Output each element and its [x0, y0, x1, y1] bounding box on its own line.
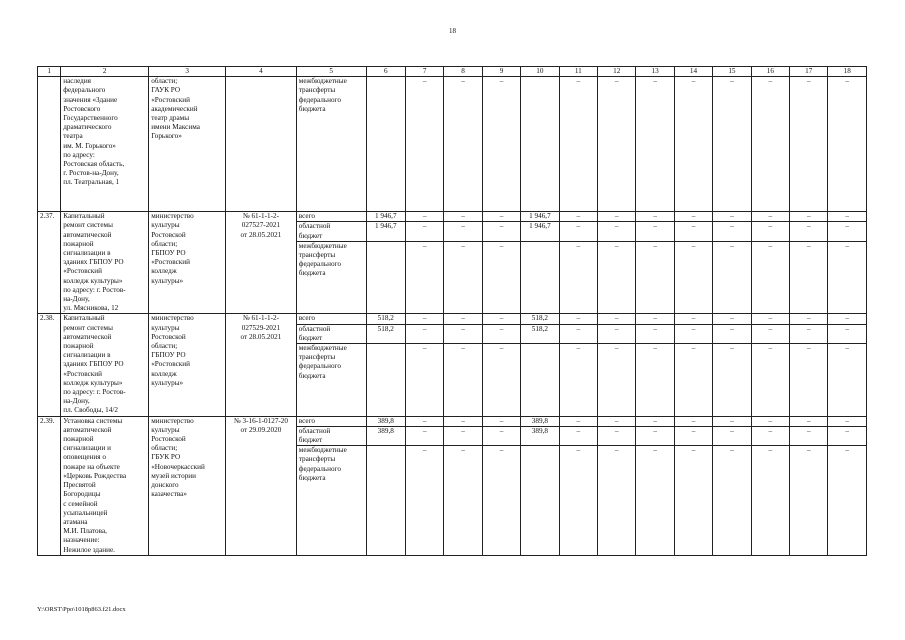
dash-cell: – — [751, 241, 789, 314]
dash-cell: – — [636, 212, 674, 222]
dash-cell: – — [444, 222, 482, 241]
value-cell — [366, 77, 405, 212]
dash-cell: – — [482, 222, 520, 241]
column-number-cell: 12 — [598, 67, 636, 77]
dash-cell: – — [790, 446, 828, 555]
dash-cell: – — [713, 324, 751, 343]
funding-source-cell: межбюджетные трансферты федерального бюджета — [296, 241, 366, 314]
dash-cell: – — [751, 344, 789, 417]
dash-cell: – — [674, 446, 712, 555]
dash-cell: – — [751, 426, 789, 445]
dash-cell: – — [482, 446, 520, 555]
dash-cell: – — [674, 314, 712, 324]
organization-cell: министерство культуры Ростовской области; ГБПОУ РО «Ростовский колледж культуры» — [149, 314, 226, 416]
dash-cell: – — [559, 324, 597, 343]
dash-cell: – — [598, 344, 636, 417]
organization-cell: министерство культуры Ростовской области; ГБУК РО «Новочеркасский музей истории донского казачества» — [149, 416, 226, 555]
dash-cell: – — [828, 324, 867, 343]
dash-cell: – — [444, 446, 482, 555]
dash-cell: – — [713, 314, 751, 324]
dash-cell: – — [674, 344, 712, 417]
dash-cell: – — [713, 426, 751, 445]
dash-cell: – — [482, 314, 520, 324]
value-cell — [521, 446, 559, 555]
column-number-cell: 6 — [366, 67, 405, 77]
funding-source-cell: областной бюджет — [296, 324, 366, 343]
dash-cell: – — [444, 416, 482, 426]
dash-cell: – — [636, 314, 674, 324]
dash-cell: – — [751, 77, 789, 212]
value-cell: 389,8 — [366, 426, 405, 445]
object-name-cell: Капитальный ремонт системы автоматической пожарной сигнализации в зданиях ГБПОУ РО «Ростовский колледж культуры» по адресу: г. Ростов- на-Дону, пл. Свободы, 14/2 — [61, 314, 149, 416]
dash-cell: – — [828, 446, 867, 555]
value-cell: 1 946,7 — [366, 212, 405, 222]
dash-cell: – — [751, 314, 789, 324]
dash-cell: – — [598, 416, 636, 426]
column-number-cell: 5 — [296, 67, 366, 77]
dash-cell: – — [559, 222, 597, 241]
page-number: 18 — [449, 27, 456, 35]
column-number-cell: 8 — [444, 67, 482, 77]
dash-cell: – — [405, 77, 443, 212]
value-cell — [521, 241, 559, 314]
dash-cell: – — [559, 314, 597, 324]
dash-cell: – — [598, 77, 636, 212]
dash-cell: – — [828, 314, 867, 324]
column-number-cell: 13 — [636, 67, 674, 77]
dash-cell: – — [482, 344, 520, 417]
dash-cell: – — [598, 212, 636, 222]
dash-cell: – — [598, 324, 636, 343]
dash-cell: – — [790, 426, 828, 445]
column-number-cell: 15 — [713, 67, 751, 77]
dash-cell: – — [482, 324, 520, 343]
dash-cell: – — [559, 77, 597, 212]
dash-cell: – — [674, 77, 712, 212]
dash-cell: – — [405, 426, 443, 445]
dash-cell: – — [790, 324, 828, 343]
dash-cell: – — [559, 426, 597, 445]
dash-cell: – — [482, 241, 520, 314]
dash-cell: – — [828, 222, 867, 241]
dash-cell: – — [674, 212, 712, 222]
dash-cell: – — [713, 77, 751, 212]
dash-cell: – — [636, 344, 674, 417]
dash-cell: – — [828, 416, 867, 426]
value-cell: 518,2 — [521, 314, 559, 324]
dash-cell: – — [405, 241, 443, 314]
dash-cell: – — [713, 446, 751, 555]
dash-cell: – — [636, 416, 674, 426]
column-number-cell: 3 — [149, 67, 226, 77]
dash-cell: – — [482, 416, 520, 426]
funding-source-cell: всего — [296, 416, 366, 426]
document-cell: № 61-1-1-2- 027527-2021 от 28.05.2021 — [226, 212, 297, 314]
column-number-cell: 18 — [828, 67, 867, 77]
dash-cell: – — [790, 241, 828, 314]
row-number-cell — [38, 77, 61, 212]
dash-cell: – — [751, 416, 789, 426]
column-number-cell: 2 — [61, 67, 149, 77]
funding-source-cell: межбюджетные трансферты федерального бюджета — [296, 446, 366, 555]
value-cell: 518,2 — [366, 314, 405, 324]
file-path-footer: Y:\ORST\Ppo\1018p863.f21.docx — [37, 606, 126, 613]
dash-cell: – — [405, 314, 443, 324]
dash-cell: – — [751, 324, 789, 343]
value-cell — [521, 344, 559, 417]
object-name-cell: Капитальный ремонт системы автоматической пожарной сигнализации в зданиях ГБПОУ РО «Ростовский колледж культуры» по адресу: г. Ростов- на-Дону, ул. Мясникова, 12 — [61, 212, 149, 314]
budget-table — [37, 66, 867, 556]
dash-cell: – — [674, 426, 712, 445]
row-number-cell: 2.38. — [38, 314, 61, 416]
value-cell: 1 946,7 — [521, 222, 559, 241]
dash-cell: – — [559, 416, 597, 426]
value-cell: 389,8 — [521, 426, 559, 445]
dash-cell: – — [828, 344, 867, 417]
value-cell — [521, 77, 559, 212]
column-number-row — [38, 67, 867, 77]
dash-cell: – — [559, 344, 597, 417]
dash-cell: – — [713, 344, 751, 417]
dash-cell: – — [444, 314, 482, 324]
dash-cell: – — [636, 426, 674, 445]
dash-cell: – — [444, 324, 482, 343]
object-name-cell: наследия федерального значения «Здание Ростовского Государственного драматического театра им. М. Горького» по адресу: Ростовская область, г. Ростов-на-Дону, пл. Театральная, 1 — [61, 77, 149, 212]
dash-cell: – — [751, 212, 789, 222]
dash-cell: – — [598, 426, 636, 445]
column-number-cell: 17 — [790, 67, 828, 77]
column-number-cell: 16 — [751, 67, 789, 77]
funding-source-cell: всего — [296, 212, 366, 222]
dash-cell: – — [598, 222, 636, 241]
dash-cell: – — [828, 212, 867, 222]
object-name-cell: Установка системы автоматической пожарной сигнализации и оповещения о пожаре на объекте «Церковь Рождества Пресвятой Богородицы с семейной усыпальницей атамана М.И. Платова, назначение: Нежилое здание. — [61, 416, 149, 555]
dash-cell: – — [674, 222, 712, 241]
dash-cell: – — [828, 426, 867, 445]
dash-cell: – — [598, 446, 636, 555]
document-cell: № 3-16-1-0127-20 от 29.09.2020 — [226, 416, 297, 555]
value-cell: 518,2 — [366, 324, 405, 343]
dash-cell: – — [444, 241, 482, 314]
dash-cell: – — [790, 77, 828, 212]
row-number-cell: 2.37. — [38, 212, 61, 314]
dash-cell: – — [598, 241, 636, 314]
funding-source-cell: всего — [296, 314, 366, 324]
column-number-cell: 7 — [405, 67, 443, 77]
document-cell: № 61-1-1-2- 027529-2021 от 28.05.2021 — [226, 314, 297, 416]
column-number-cell: 9 — [482, 67, 520, 77]
dash-cell: – — [713, 241, 751, 314]
dash-cell: – — [405, 212, 443, 222]
dash-cell: – — [751, 446, 789, 555]
funding-source-cell: областной бюджет — [296, 222, 366, 241]
dash-cell: – — [482, 212, 520, 222]
dash-cell: – — [482, 77, 520, 212]
dash-cell: – — [444, 426, 482, 445]
dash-cell: – — [674, 241, 712, 314]
table-row — [38, 416, 867, 426]
value-cell: 1 946,7 — [521, 212, 559, 222]
column-number-cell: 11 — [559, 67, 597, 77]
dash-cell: – — [559, 212, 597, 222]
column-number-cell: 4 — [226, 67, 297, 77]
table-row — [38, 77, 867, 212]
dash-cell: – — [444, 212, 482, 222]
dash-cell: – — [790, 416, 828, 426]
value-cell: 389,8 — [521, 416, 559, 426]
table-row — [38, 212, 867, 222]
row-number-cell: 2.39. — [38, 416, 61, 555]
dash-cell: – — [405, 344, 443, 417]
document-cell — [226, 77, 297, 212]
value-cell: 389,8 — [366, 416, 405, 426]
dash-cell: – — [559, 241, 597, 314]
dash-cell: – — [636, 446, 674, 555]
dash-cell: – — [482, 426, 520, 445]
funding-source-cell: межбюджетные трансферты федерального бюджета — [296, 77, 366, 212]
dash-cell: – — [828, 241, 867, 314]
value-cell: 518,2 — [521, 324, 559, 343]
dash-cell: – — [598, 314, 636, 324]
dash-cell: – — [636, 241, 674, 314]
dash-cell: – — [751, 222, 789, 241]
column-number-cell: 14 — [674, 67, 712, 77]
organization-cell: министерство культуры Ростовской области; ГБПОУ РО «Ростовский колледж культуры» — [149, 212, 226, 314]
value-cell: 1 946,7 — [366, 222, 405, 241]
dash-cell: – — [790, 212, 828, 222]
dash-cell: – — [790, 314, 828, 324]
dash-cell: – — [636, 324, 674, 343]
dash-cell: – — [790, 344, 828, 417]
dash-cell: – — [790, 222, 828, 241]
dash-cell: – — [674, 324, 712, 343]
dash-cell: – — [713, 416, 751, 426]
organization-cell: области; ГАУК РО «Ростовский академический театр драмы имени Максима Горького» — [149, 77, 226, 212]
dash-cell: – — [405, 222, 443, 241]
dash-cell: – — [559, 446, 597, 555]
dash-cell: – — [636, 77, 674, 212]
dash-cell: – — [828, 77, 867, 212]
dash-cell: – — [636, 222, 674, 241]
value-cell — [366, 344, 405, 417]
column-number-cell: 10 — [521, 67, 559, 77]
dash-cell: – — [444, 77, 482, 212]
dash-cell: – — [713, 212, 751, 222]
value-cell — [366, 446, 405, 555]
funding-source-cell: областной бюджет — [296, 426, 366, 445]
funding-source-cell: межбюджетные трансферты федерального бюджета — [296, 344, 366, 417]
dash-cell: – — [444, 344, 482, 417]
column-number-cell: 1 — [38, 67, 61, 77]
dash-cell: – — [674, 416, 712, 426]
dash-cell: – — [405, 416, 443, 426]
dash-cell: – — [405, 324, 443, 343]
value-cell — [366, 241, 405, 314]
table-row — [38, 314, 867, 324]
dash-cell: – — [713, 222, 751, 241]
dash-cell: – — [405, 446, 443, 555]
